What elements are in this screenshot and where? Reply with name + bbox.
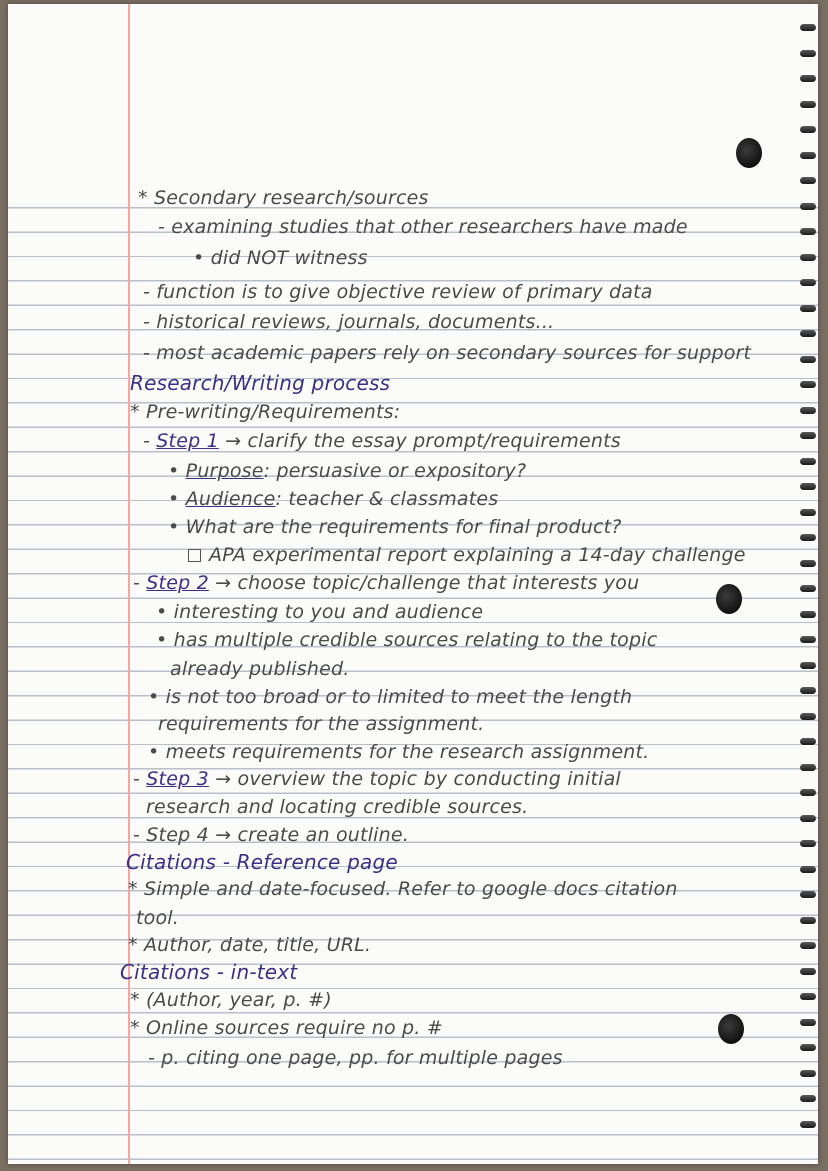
spiral-coil (800, 560, 816, 567)
note-line: - historical reviews, journals, documents... (143, 311, 555, 333)
checkbox-icon (188, 549, 201, 562)
note-line: • Purpose: persuasive or expository? (168, 460, 527, 482)
note-line: • is not too broad or to limited to meet the length (148, 686, 633, 708)
spiral-coil (800, 636, 816, 643)
note-line: - p. citing one page, pp. for multiple pages (148, 1047, 563, 1069)
spiral-coil (800, 1070, 816, 1077)
section-heading: Citations - Reference page (126, 850, 398, 874)
step-text: → clarify the essay prompt/requirements (218, 430, 621, 452)
bullet-text: : teacher & classmates (275, 488, 499, 510)
note-line: - Step 4 → create an outline. (133, 824, 410, 846)
spiral-coil (800, 509, 816, 516)
note-line: * Simple and date-focused. Refer to google docs citation (128, 878, 678, 900)
spiral-coil (800, 662, 816, 669)
spiral-coil (800, 713, 816, 720)
spiral-coil (800, 228, 816, 235)
spiral-coil (800, 891, 816, 898)
spiral-coil (800, 840, 816, 847)
spiral-coil (800, 687, 816, 694)
spiral-coil (800, 432, 816, 439)
spiral-coil (800, 1095, 816, 1102)
note-line (188, 544, 746, 566)
spiral-coil (800, 789, 816, 796)
note-line: already published. (170, 658, 350, 680)
binder-hole (716, 584, 742, 614)
binder-hole (718, 1014, 744, 1044)
spiral-coil (800, 24, 816, 31)
spiral-coil (800, 917, 816, 924)
spiral-coil (800, 1044, 816, 1051)
spiral-coil (800, 993, 816, 1000)
spiral-coil (800, 254, 816, 261)
spiral-coil (800, 203, 816, 210)
spiral-coil (800, 305, 816, 312)
spiral-coil (800, 738, 816, 745)
note-line: - function is to give objective review of primary data (143, 281, 653, 303)
note-line: • has multiple credible sources relating to the topic (156, 629, 658, 651)
step-text: → choose topic/challenge that interests you (208, 572, 640, 594)
spiral-coil (800, 126, 816, 133)
bullet-text: : persuasive or expository? (263, 460, 527, 482)
spiral-coil (800, 279, 816, 286)
note-line: • did NOT witness (193, 247, 368, 269)
spiral-coil (800, 152, 816, 159)
note-line: * Pre-writing/Requirements: (130, 401, 401, 423)
spiral-coil (800, 764, 816, 771)
spiral-coil (800, 407, 816, 414)
spiral-coil (800, 1121, 816, 1128)
note-line: research and locating credible sources. (146, 796, 529, 818)
note-line: * Online sources require no p. # (130, 1017, 443, 1039)
note-line: • interesting to you and audience (156, 601, 484, 623)
note-line: tool. (136, 907, 180, 929)
section-heading: Research/Writing process (130, 371, 391, 395)
page-header-space (8, 4, 818, 182)
note-line: - Step 1 → clarify the essay prompt/requirements (143, 430, 621, 452)
spiral-coil (800, 585, 816, 592)
spiral-coil (800, 942, 816, 949)
spiral-coil (800, 50, 816, 57)
note-line: - most academic papers rely on secondary sources for support (143, 342, 752, 364)
spiral-coil (800, 75, 816, 82)
spiral-binding (800, 24, 818, 1154)
note-line: * Author, date, title, URL. (128, 934, 372, 956)
spiral-coil (800, 815, 816, 822)
section-heading: Citations - in-text (120, 960, 298, 984)
note-line: - examining studies that other researchers have made (158, 216, 688, 238)
note-line: * Secondary research/sources (138, 187, 429, 209)
notebook-page (8, 4, 818, 1164)
note-line: • What are the requirements for final product? (168, 516, 622, 538)
step-text: → overview the topic by conducting initial (208, 768, 621, 790)
note-line: * (Author, year, p. #) (130, 989, 332, 1011)
step-label: Step 2 (146, 572, 209, 594)
bullet-label: Audience (185, 488, 276, 510)
spiral-coil (800, 381, 816, 388)
note-line: - Step 2 → choose topic/challenge that interests you (133, 572, 640, 594)
spiral-coil (800, 177, 816, 184)
note-line: requirements for the assignment. (158, 713, 485, 735)
spiral-coil (800, 483, 816, 490)
spiral-coil (800, 330, 816, 337)
spiral-coil (800, 1019, 816, 1026)
spiral-coil (800, 101, 816, 108)
binder-hole (736, 138, 762, 168)
spiral-coil (800, 866, 816, 873)
bullet-label: Purpose (185, 460, 264, 482)
spiral-coil (800, 458, 816, 465)
spiral-coil (800, 534, 816, 541)
note-line: • meets requirements for the research assignment. (148, 741, 650, 763)
step-label: Step 1 (156, 430, 219, 452)
step-label: Step 3 (146, 768, 209, 790)
spiral-coil (800, 356, 816, 363)
note-line: - Step 3 → overview the topic by conducting initial (133, 768, 621, 790)
spiral-coil (800, 968, 816, 975)
spiral-coil (800, 611, 816, 618)
note-text: APA experimental report explaining a 14-day challenge (209, 544, 746, 566)
note-line: • Audience: teacher & classmates (168, 488, 499, 510)
